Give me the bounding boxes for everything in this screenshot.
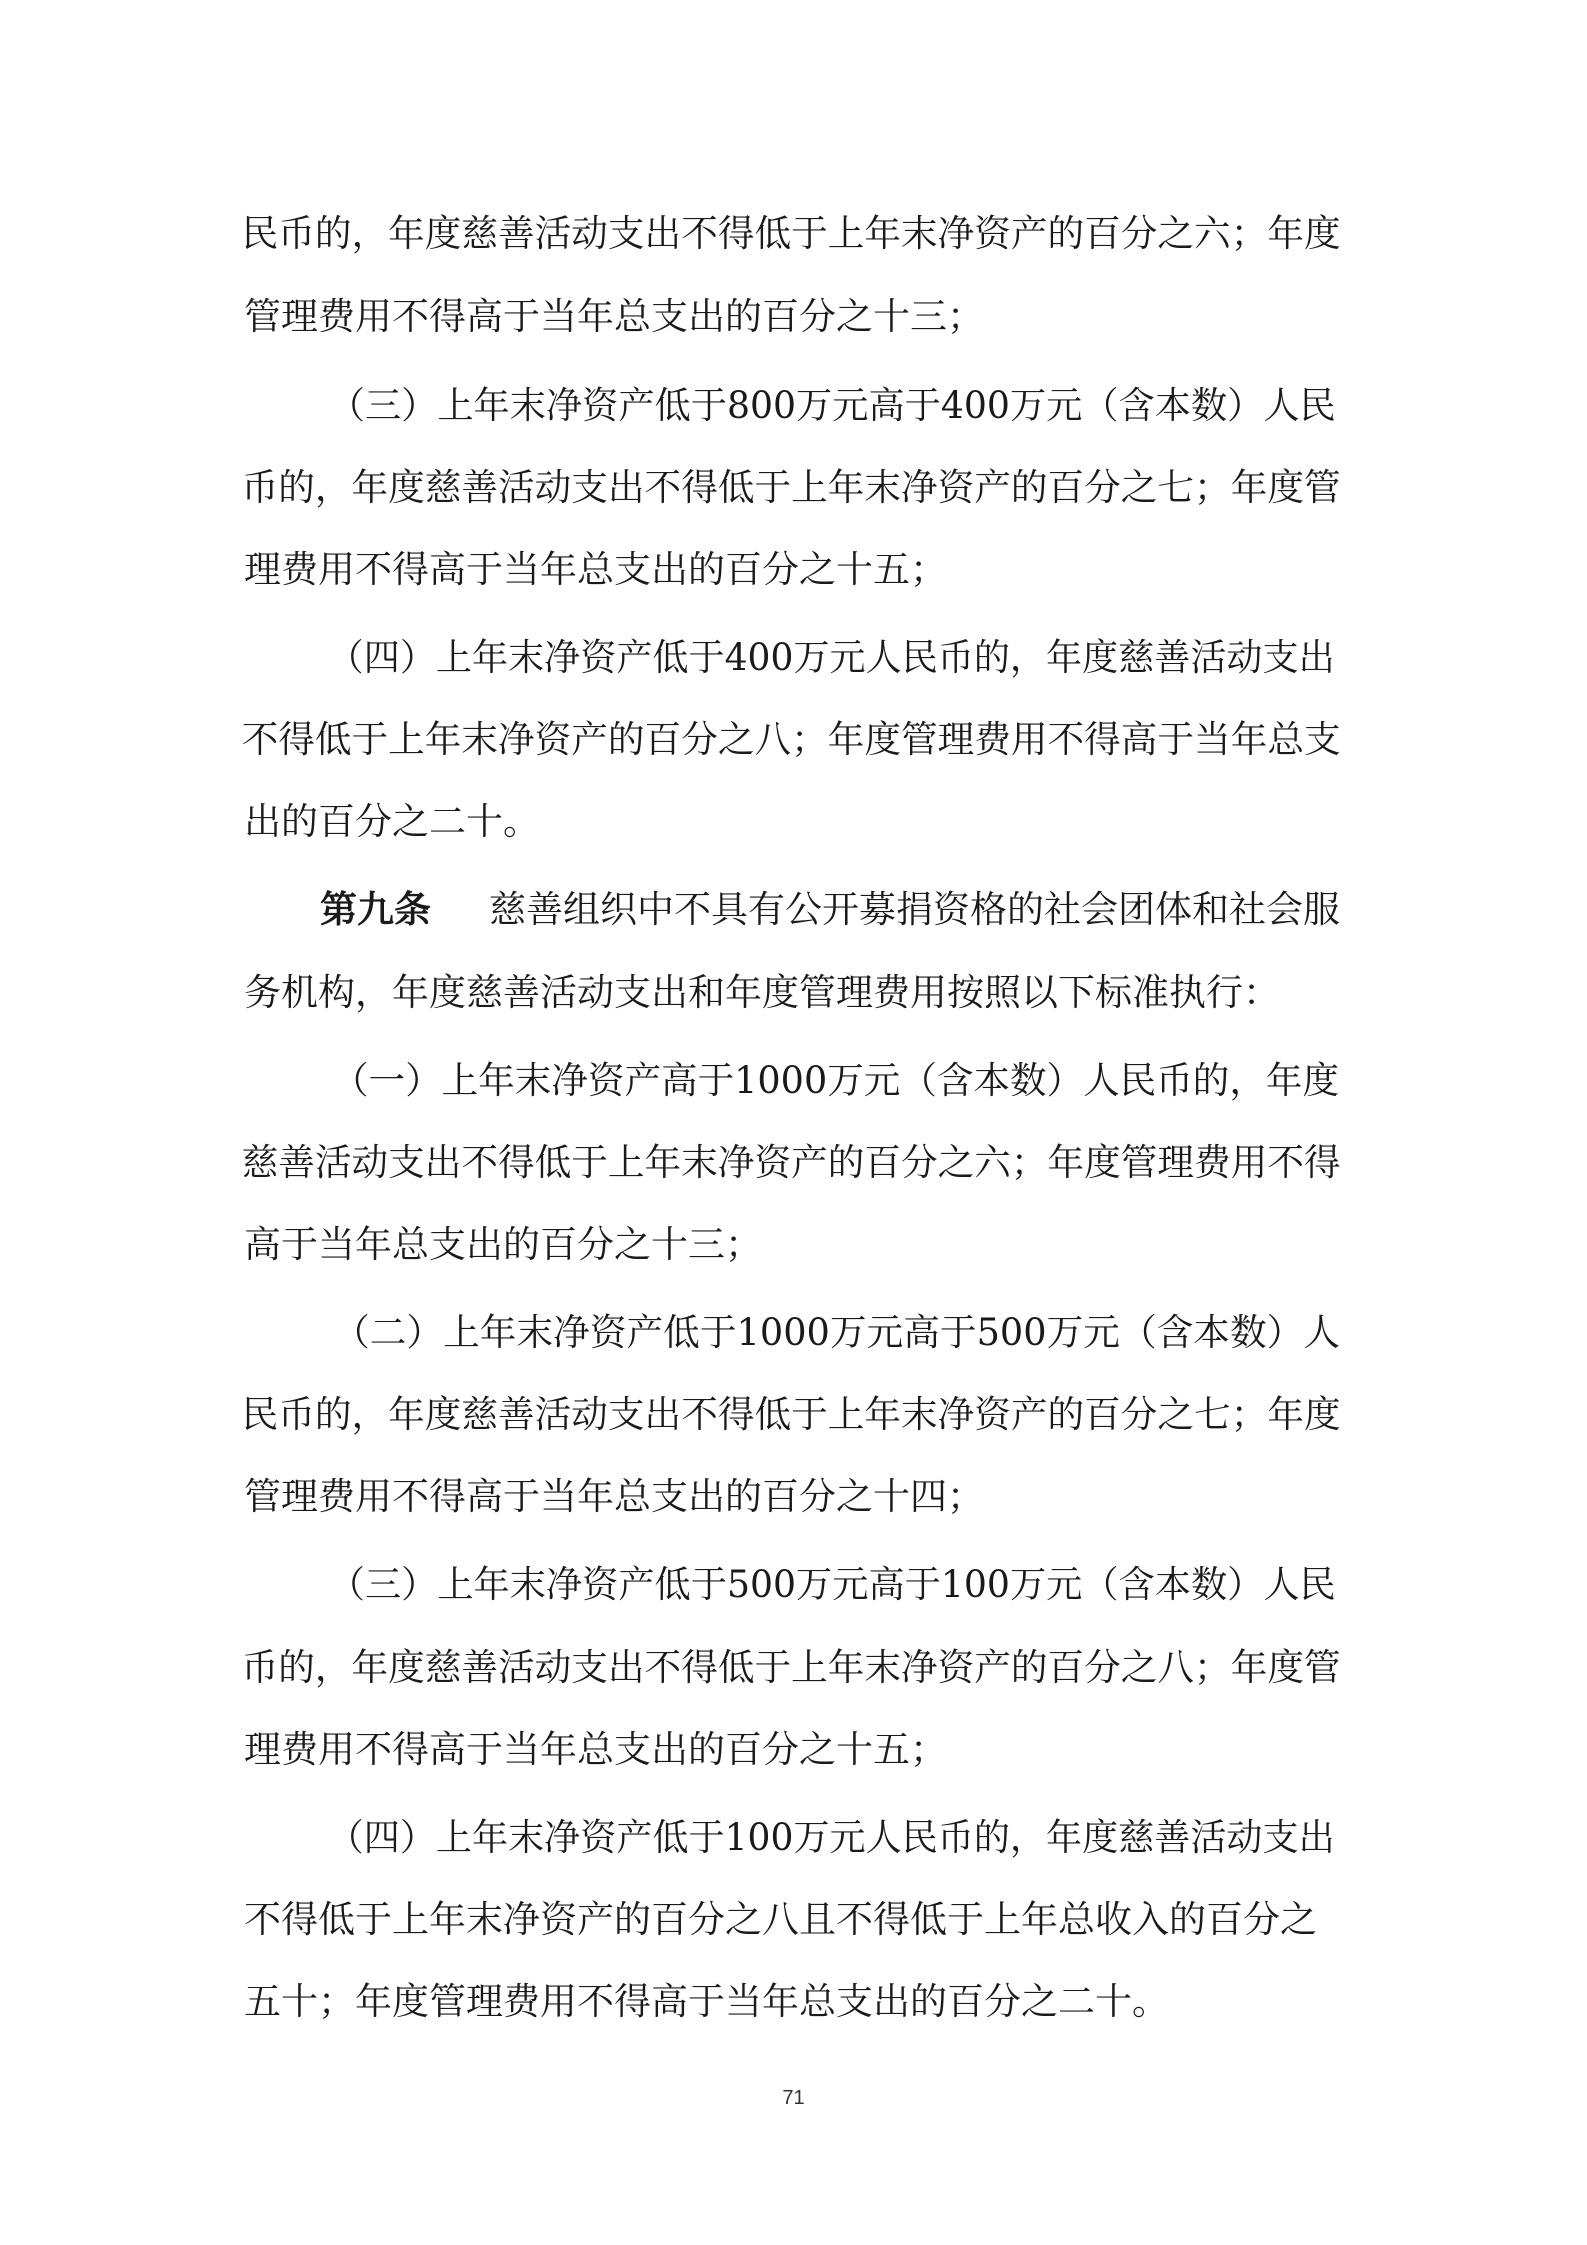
text-line: （一）上年末净资产高于1000万元（含本数）人民币的，年度 <box>332 1059 1340 1102</box>
text-line: （二）上年末净资产低于1000万元高于500万元（含本数）人 <box>333 1311 1341 1354</box>
text-line: 理费用不得高于当年总支出的百分之十五； <box>244 1728 947 1771</box>
text-line: 币的，年度慈善活动支出不得低于上年末净资产的百分之八；年度管 <box>241 1646 1341 1689</box>
page-number: 71 <box>782 2087 805 2109</box>
text-line: 务机构，年度慈善活动支出和年度管理费用按照以下标准执行： <box>244 971 1280 1014</box>
text-line: 民币的，年度慈善活动支出不得低于上年末净资产的百分之七；年度 <box>241 1393 1341 1436</box>
text-line: （三）上年末净资产低于800万元高于400万元（含本数）人民 <box>328 384 1336 427</box>
text-line: 民币的，年度慈善活动支出不得低于上年末净资产的百分之六；年度 <box>241 212 1341 255</box>
text-line: （四）上年末净资产低于400万元人民币的，年度慈善活动支出 <box>327 636 1335 679</box>
text-line: 高于当年总支出的百分之十三； <box>244 1223 762 1266</box>
text-line: （三）上年末净资产低于500万元高于100万元（含本数）人民 <box>328 1563 1336 1606</box>
text-line: 管理费用不得高于当年总支出的百分之十三； <box>244 295 984 338</box>
text-line: 不得低于上年末净资产的百分之八且不得低于上年总收入的百分之 <box>244 1898 1317 1941</box>
text-line: 币的，年度慈善活动支出不得低于上年末净资产的百分之七；年度管 <box>241 466 1341 509</box>
text-line: 理费用不得高于当年总支出的百分之十五； <box>244 548 947 591</box>
text-line: 慈善活动支出不得低于上年末净资产的百分之六；年度管理费用不得 <box>241 1141 1341 1184</box>
article-line: 第九条 慈善组织中不具有公开募捐资格的社会团体和社会服 <box>0 880 1587 940</box>
text-line: （四）上年末净资产低于100万元人民币的，年度慈善活动支出 <box>327 1816 1335 1859</box>
text-line: 出的百分之二十。 <box>244 800 540 843</box>
article-heading: 第九条 <box>320 888 431 931</box>
text-line: 五十；年度管理费用不得高于当年总支出的百分之二十。 <box>244 1980 1169 2023</box>
text-line: 管理费用不得高于当年总支出的百分之十四； <box>244 1475 984 1518</box>
text-line: 不得低于上年末净资产的百分之八；年度管理费用不得高于当年总支 <box>241 718 1341 761</box>
